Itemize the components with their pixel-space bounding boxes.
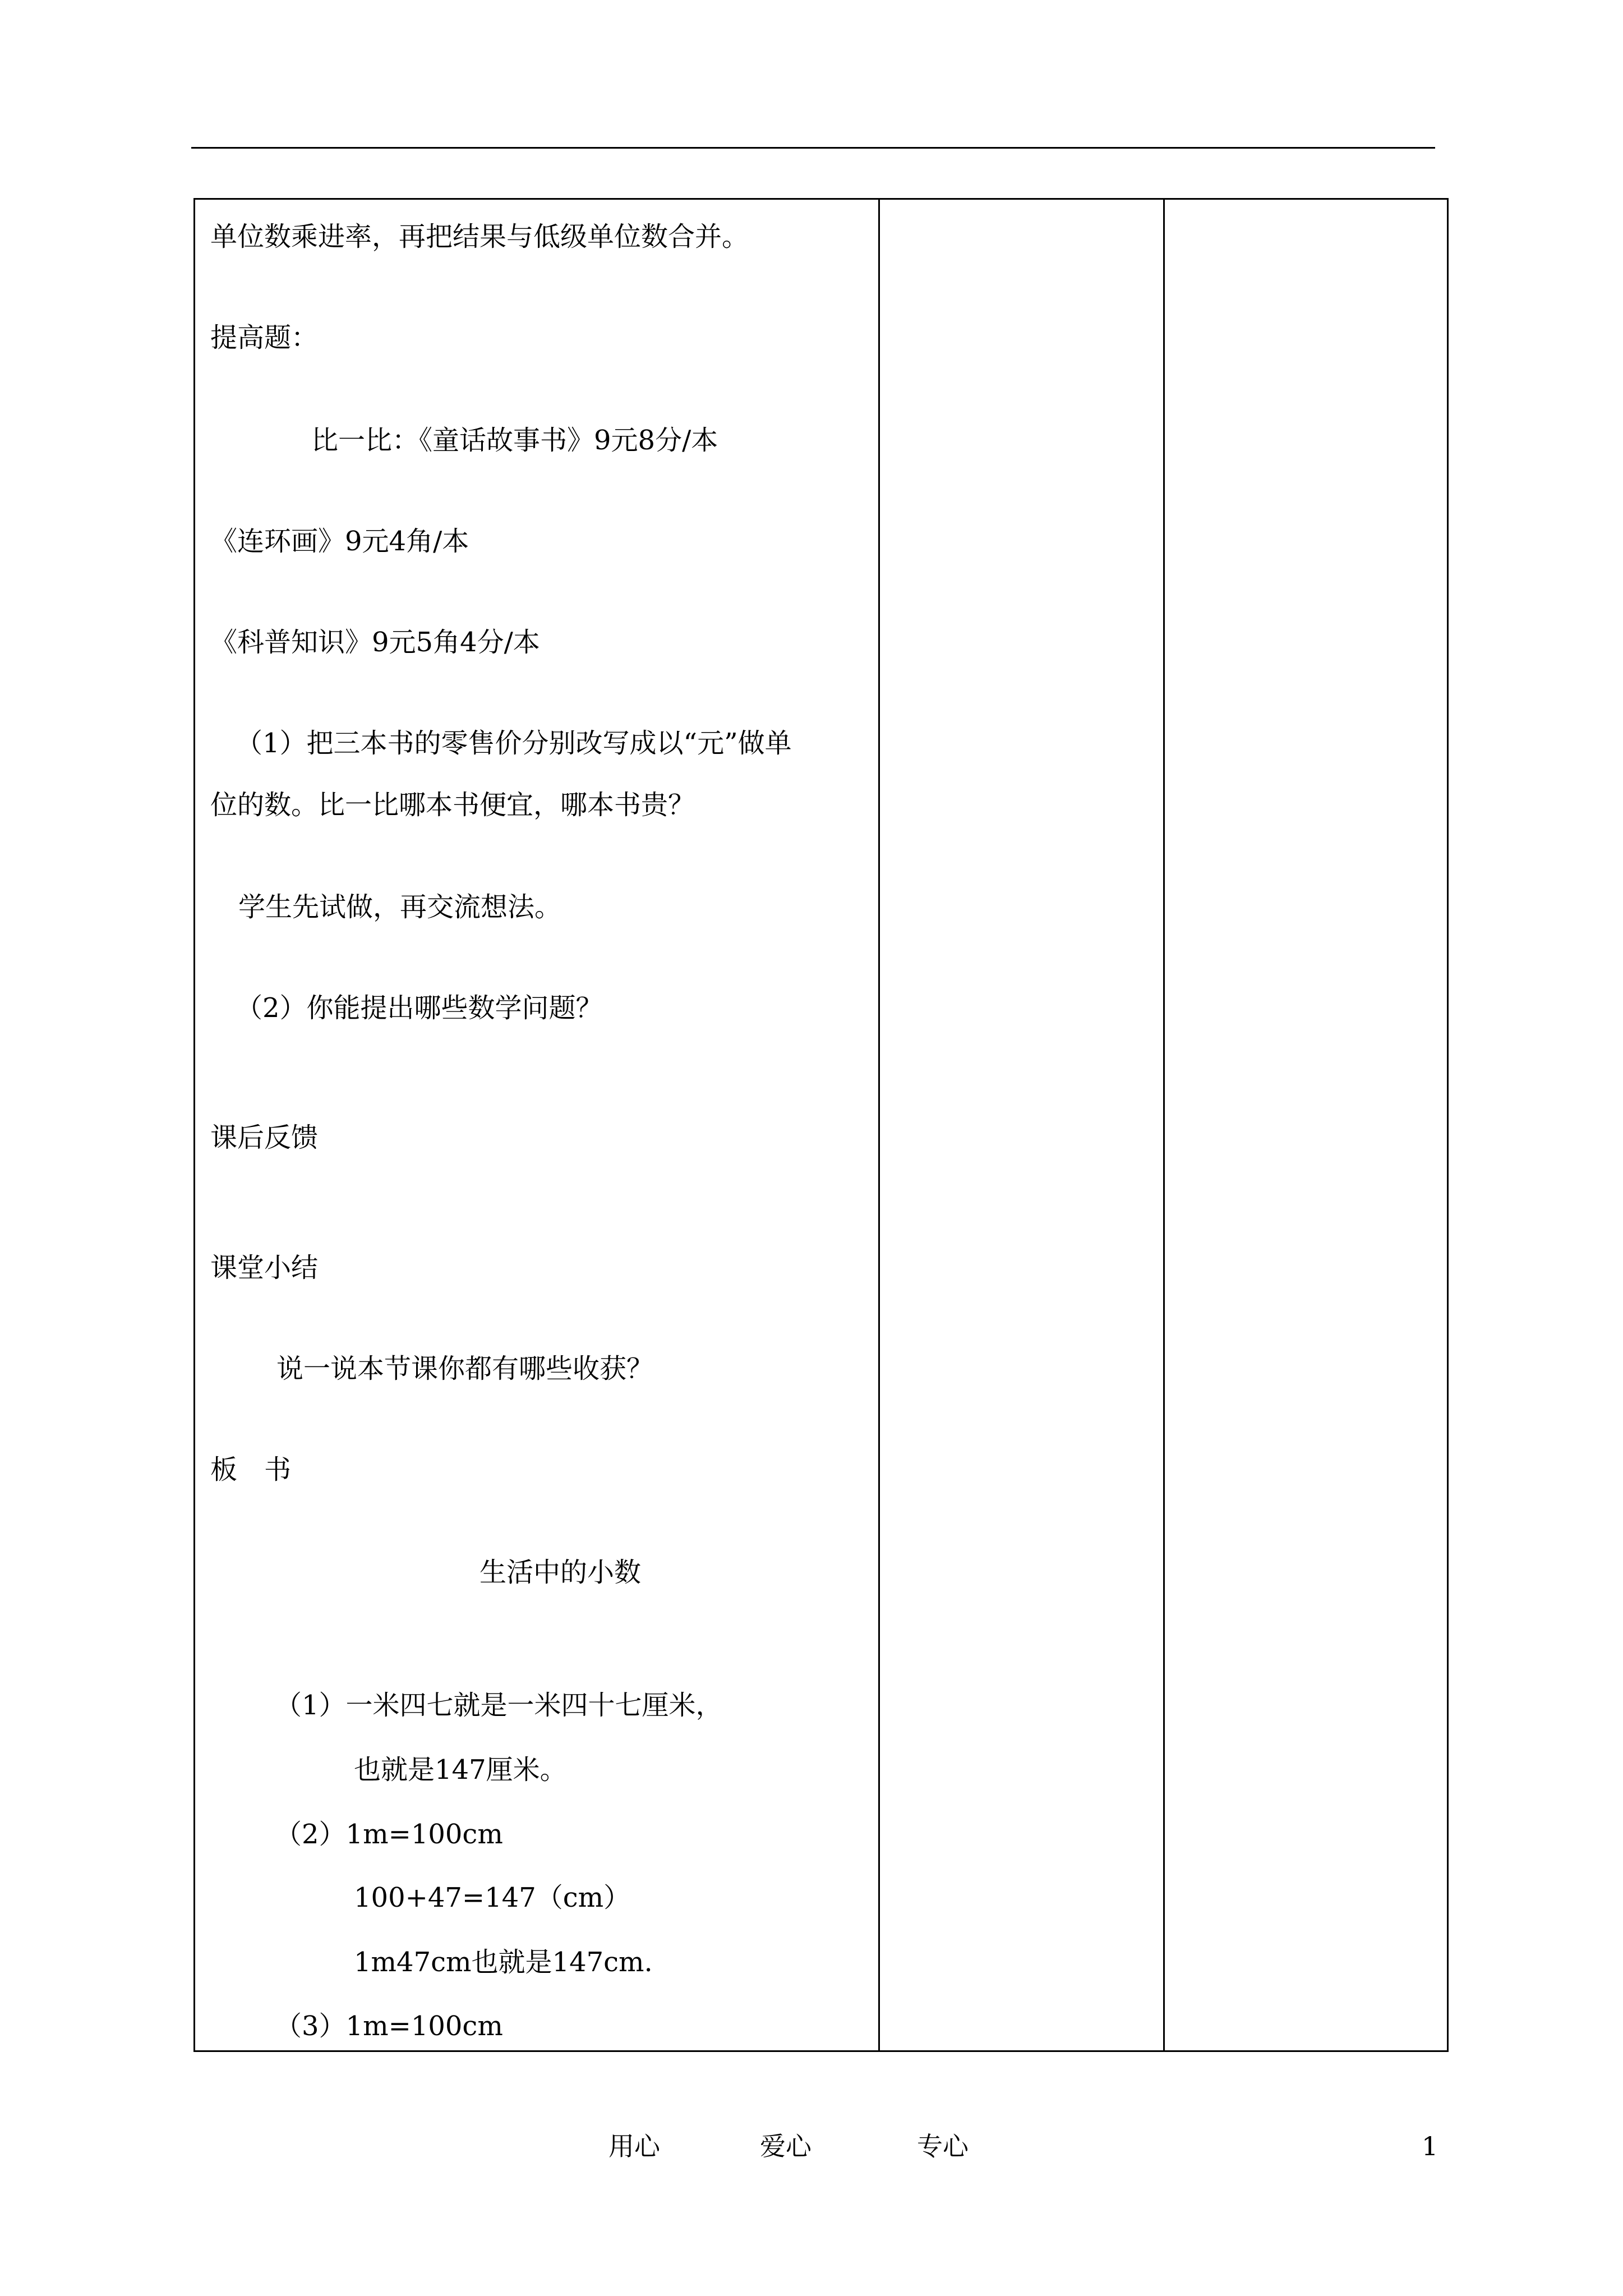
text-line: 位的数。比一比哪本书便宜，哪本书贵？ xyxy=(210,789,695,821)
page-number: 1 xyxy=(1422,2131,1438,2161)
text-line: （1）一米四七就是一米四十七厘米， xyxy=(275,1690,723,1721)
text-line: 单位数乘进率，再把结果与低级单位数合并。 xyxy=(210,221,749,252)
header-rule xyxy=(191,147,1435,149)
text-line: 也就是147厘米。 xyxy=(354,1754,567,1786)
text-line: （3）1m=100cm xyxy=(275,2010,503,2042)
text-line: （2）1m=100cm xyxy=(275,1819,503,1850)
text-line: 学生先试做，再交流想法。 xyxy=(238,891,562,923)
text-line: （2）你能提出哪些数学问题？ xyxy=(236,992,603,1024)
blackboard-title: 生活中的小数 xyxy=(479,1557,642,1588)
text-line: （1）把三本书的零售价分别改写成以“元”做单 xyxy=(236,728,792,759)
lesson-content-cell xyxy=(195,200,878,2050)
footer-motto-1: 用心 xyxy=(608,2131,660,2161)
section-heading-feedback: 课后反馈 xyxy=(210,1122,319,1153)
lesson-table xyxy=(193,198,1449,2052)
column-divider-1 xyxy=(878,200,880,2050)
section-heading-extension: 提高题： xyxy=(210,322,319,353)
text-line: 比一比：《童话故事书》9元8分/本 xyxy=(311,425,718,456)
text-line: 《连环画》9元4角/本 xyxy=(210,526,469,557)
footer-motto-3: 专心 xyxy=(917,2131,969,2161)
text-line: 说一说本节课你都有哪些收获？ xyxy=(276,1353,654,1384)
text-line: 100+47=147（cm） xyxy=(354,1882,631,1913)
section-heading-summary: 课堂小结 xyxy=(210,1252,319,1283)
text-line: 《科普知识》9元5角4分/本 xyxy=(210,627,540,658)
column-divider-2 xyxy=(1163,200,1165,2050)
footer-motto-2: 爱心 xyxy=(760,2131,811,2161)
text-line: 1m47cm也就是147cm. xyxy=(354,1947,653,1978)
section-heading-blackboard: 板 书 xyxy=(210,1454,292,1485)
